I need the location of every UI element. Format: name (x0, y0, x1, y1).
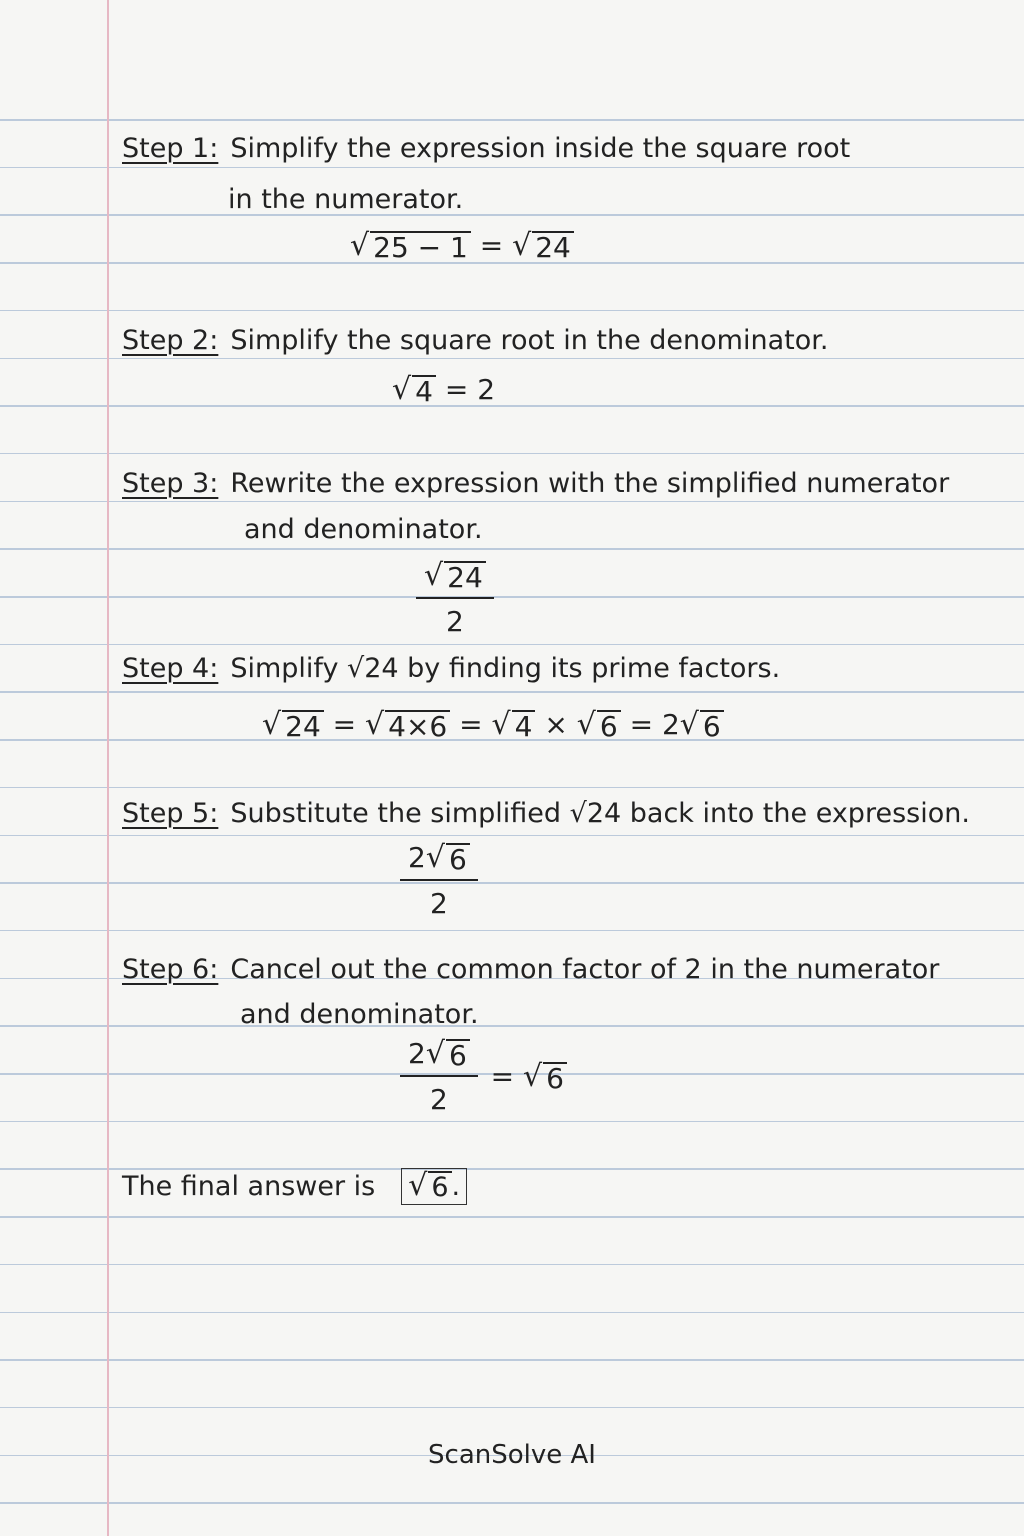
step-text: Simplify the square root in the denominator. (230, 325, 829, 356)
rule-line (0, 835, 1024, 837)
radical-sign-icon: √ (350, 228, 370, 263)
radicand: 6 (428, 1171, 451, 1203)
step-text: Cancel out the common factor of 2 in the numerator (230, 954, 940, 985)
rule-line (0, 1025, 1024, 1027)
radical-sign-icon: √ (408, 1168, 428, 1203)
math-text: 2 (408, 1037, 426, 1070)
math-text: 2 (408, 841, 426, 874)
radicand: 6 (597, 710, 621, 742)
numerator (416, 558, 494, 599)
step-label: Step 5: (122, 798, 219, 829)
step-1-line-1 (122, 132, 850, 166)
radical-sign-icon: √ (523, 1058, 543, 1094)
math-text: = (481, 1059, 524, 1093)
sqrt (577, 707, 621, 742)
final-answer-text: The final answer is (122, 1170, 376, 1202)
denominator: 2 (445, 605, 464, 638)
radical-sign-icon: √ (365, 707, 385, 742)
radical-sign-icon: √ (576, 707, 596, 742)
fraction (400, 1036, 478, 1116)
step-4-line-1 (122, 652, 780, 686)
step-5-math (396, 840, 482, 920)
radicand: 4 (512, 710, 536, 742)
rule-line (0, 119, 1024, 121)
final-answer-box (401, 1168, 467, 1205)
step-1-math (350, 228, 574, 263)
rule-line (0, 1312, 1024, 1314)
math-text: = (323, 708, 366, 741)
sqrt (262, 707, 324, 742)
radicand: 6 (446, 843, 470, 875)
radicand: 4×6 (385, 710, 450, 742)
rule-line (0, 787, 1024, 789)
radicand: 25 − 1 (370, 231, 471, 263)
step-text: Rewrite the expression with the simplified numerator (230, 468, 950, 499)
step-label: Step 1: (122, 133, 219, 164)
step-4-math (262, 707, 724, 742)
rule-line (0, 453, 1024, 455)
step-6-math (396, 1036, 567, 1116)
rule-line (0, 644, 1024, 646)
step-6-line-1 (122, 953, 939, 987)
step-3-math (412, 558, 498, 638)
denominator: 2 (429, 1083, 448, 1116)
sqrt (492, 707, 536, 742)
rule-line (0, 405, 1024, 407)
radical-sign-icon: √ (425, 1036, 445, 1071)
sqrt (523, 1059, 567, 1094)
rule-line (0, 167, 1024, 169)
radicand: 24 (532, 231, 574, 263)
rule-line (0, 214, 1024, 216)
sqrt (365, 707, 450, 742)
radical-sign-icon: √ (425, 840, 445, 875)
radicand: 4 (412, 375, 436, 407)
radicand: 6 (700, 710, 724, 742)
radical-sign-icon: √ (679, 707, 699, 742)
sqrt (392, 372, 436, 407)
rule-line (0, 930, 1024, 932)
rule-line (0, 548, 1024, 550)
radicand: 6 (446, 1039, 470, 1071)
math-text: = 2 (620, 708, 680, 741)
margin-line (107, 0, 109, 1536)
sqrt (680, 707, 724, 742)
step-2-line-1 (122, 324, 828, 358)
sqrt (350, 228, 471, 263)
sqrt (426, 1036, 470, 1071)
step-1-line-2: in the numerator. (228, 184, 464, 215)
numerator (400, 1036, 478, 1077)
step-6-line-2: and denominator. (240, 999, 479, 1030)
radicand: 6 (543, 1062, 567, 1094)
step-3-line-2: and denominator. (244, 514, 483, 545)
rule-line (0, 1407, 1024, 1409)
period: . (451, 1171, 461, 1202)
step-text: Simplify the expression inside the square root (230, 133, 851, 164)
radicand: 24 (282, 710, 324, 742)
rule-line (0, 310, 1024, 312)
rule-line (0, 1359, 1024, 1361)
footer-brand: ScanSolve AI (428, 1440, 596, 1470)
radical-sign-icon: √ (491, 707, 511, 742)
math-text: = (470, 229, 513, 262)
math-text: × (535, 708, 577, 741)
step-label: Step 6: (122, 954, 219, 985)
radical-sign-icon: √ (424, 558, 444, 593)
numerator (400, 840, 478, 881)
final-answer-line (122, 1168, 467, 1205)
rule-line (0, 1216, 1024, 1218)
radical-sign-icon: √ (512, 228, 532, 263)
sqrt (426, 840, 470, 875)
sqrt (424, 558, 486, 593)
step-5-line-1 (122, 797, 970, 831)
math-text: = (450, 708, 492, 741)
rule-line (0, 1121, 1024, 1123)
radical-sign-icon: √ (262, 707, 282, 742)
step-text: Substitute the simplified √24 back into the expression. (230, 798, 970, 829)
fraction (416, 558, 494, 638)
sqrt (408, 1169, 451, 1203)
step-text: Simplify √24 by finding its prime factors. (230, 653, 781, 684)
rule-line (0, 1264, 1024, 1266)
radical-sign-icon: √ (392, 372, 412, 407)
step-label: Step 4: (122, 653, 219, 684)
sqrt (512, 228, 574, 263)
rule-line (0, 691, 1024, 693)
step-label: Step 3: (122, 468, 219, 499)
rule-line (0, 882, 1024, 884)
rule-line (0, 1502, 1024, 1504)
rule-line (0, 596, 1024, 598)
step-3-line-1 (122, 467, 949, 501)
step-2-math (392, 372, 495, 407)
math-text: = 2 (435, 373, 496, 406)
radicand: 24 (444, 561, 486, 593)
denominator: 2 (429, 887, 448, 920)
fraction (400, 840, 478, 920)
step-label: Step 2: (122, 325, 219, 356)
